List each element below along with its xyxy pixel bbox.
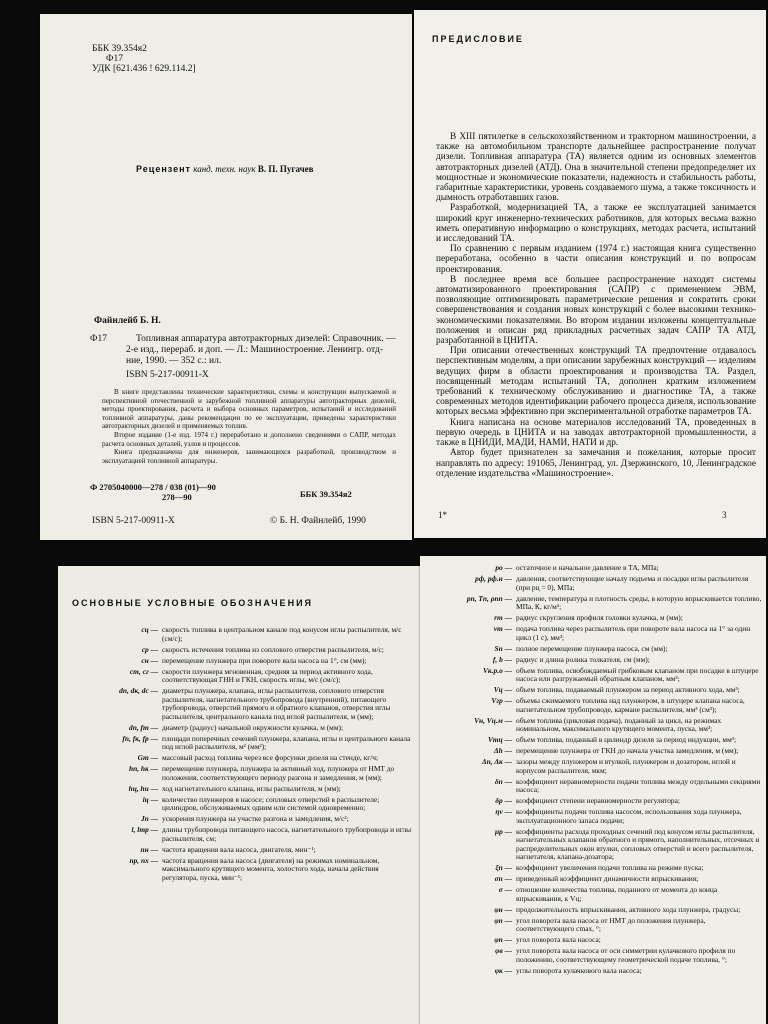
symbol-definition: перемещение плунжера при повороте вала насоса на 1°, см (мм);: [162, 655, 367, 665]
symbol-term: Δп, Δк —: [481, 757, 512, 766]
catalog-text: Топливная аппаратура автотракторных дизелей: Справочник. — 2-е изд., перераб. и доп. — Л.: Машиностроение. Ленингр. отд-ние, 1990. — 352 с.: ил.: [126, 334, 396, 366]
symbols-page-left: [58, 566, 420, 1024]
symbol-definition: продолжительность впрыскивания, активного хода плунжера, градусы;: [516, 904, 741, 914]
symbol-term: Vтц —: [487, 735, 512, 744]
symbol-row: [58, 754, 414, 763]
symbol-term: dп, dк, dс —: [119, 686, 158, 695]
symbol-row: [58, 857, 414, 883]
symbol-row: [420, 717, 762, 734]
symbol-definition: приведенный коэффициент динамичности впрыскивания;: [516, 874, 699, 883]
preface-paragraph: Автор будет признателен за замечания и пожелания, которые просит направлять по адресу: 191065, Ленинград, ул. Дзержинского, 10, Ленинградское отделение издательства «Машиностроение».: [436, 448, 756, 479]
signature-mark: 1*: [438, 510, 447, 520]
symbol-definition: коэффициент увеличения подачи топлива на режиме пуска;: [516, 863, 704, 872]
symbol-row: [58, 846, 414, 855]
symbol-row: [58, 826, 414, 843]
symbol-row: [420, 656, 762, 665]
bbk-code-bottom: ББК 39.354я2: [300, 489, 352, 499]
preface-page: [414, 10, 766, 538]
symbol-list: [420, 564, 762, 978]
reviewer-name: В. П. Пугачев: [257, 164, 314, 174]
preface-body: [436, 132, 756, 479]
symbol-row: [58, 668, 414, 685]
reviewer-label: Рецензент: [136, 164, 191, 174]
symbol-term: φп —: [494, 915, 512, 925]
symbol-term: σ —: [498, 885, 512, 894]
symbol-row: [420, 808, 762, 825]
symbol-term: hц, hи —: [128, 783, 158, 793]
publisher-code-sub: 278—90: [162, 492, 192, 502]
symbol-definition: радиус скругления профиля головки кулачка, м (мм);: [516, 613, 683, 622]
symbol-definition: коэффициенты подачи топлива насосом, использования хода плунжера, эксплуатационного запаса подачи;: [516, 807, 742, 825]
symbol-term: cт, cг —: [129, 666, 158, 676]
symbol-term: Vц —: [493, 685, 512, 694]
symbol-term: Gт —: [137, 753, 158, 762]
symbol-definition: частота вращения вала насоса, двигателя, мин⁻¹;: [162, 844, 316, 854]
symbol-term: φп —: [494, 935, 512, 944]
symbol-row: [420, 736, 762, 745]
symbol-definition: массовый расход топлива через все форсунки дизеля на стенде, кг/ч;: [162, 753, 379, 762]
symbol-definition: ускорения плунжера на участке разгона и замедления, м/с²;: [162, 814, 349, 823]
udk-code: УДК [621.436 ! 629.114.2]: [92, 64, 196, 74]
symbol-row: [420, 564, 762, 573]
symbol-row: [420, 625, 762, 642]
symbol-term: μр —: [494, 826, 512, 836]
symbol-definition: коэффициенты расхода проходных сечений под конусом иглы распылителя, нагнетательных клапанов обратного и прямого, наполнительных, отсечных и распределительных окон втулки, сопловых отверстий и всего распылителя, нагнетателя, клапана-дозатора;: [516, 826, 760, 861]
symbol-row: [420, 936, 762, 945]
symbol-term: σп —: [494, 874, 512, 883]
symbol-definition: остаточное и начальное давление в ТА, МПа;: [516, 563, 659, 572]
page-number: 3: [722, 510, 727, 520]
symbol-definition: количество плунжеров в насосе; сопловых отверстий в распылителе; цилиндров, обслуживаемых одним или системой одновременно;: [162, 794, 380, 812]
symbol-row: [420, 906, 762, 915]
symbol-row: [420, 886, 762, 903]
symbol-row: [420, 967, 762, 976]
index-code: Ф17: [106, 54, 124, 64]
symbol-definition: угол поворота вала насоса;: [516, 935, 601, 944]
symbol-row: [420, 645, 762, 654]
symbol-term: cн —: [141, 655, 158, 665]
symbol-definition: скорость топлива в центральном канале под конусом иглы распылителя, м/с (см/с);: [162, 625, 402, 643]
publisher-code-main: Ф 2705040000—278 / 038 (01)—90: [90, 482, 216, 492]
symbol-row: [420, 686, 762, 695]
symbol-row: [420, 575, 762, 592]
symbol-term: ξп —: [495, 863, 512, 872]
symbol-definition: коэффициент неравномерности подачи топлива между отдельными секциями насоса;: [516, 776, 761, 794]
symbol-row: [58, 815, 414, 824]
symbol-definition: полное перемещение плунжера насоса, см (мм);: [516, 643, 668, 653]
symbol-definition: углы поворота кулачкового вала насоса;: [516, 965, 642, 975]
symbol-row: [420, 864, 762, 873]
symbol-term: vт —: [493, 624, 512, 633]
symbol-row: [420, 947, 762, 964]
symbol-term: nр, nх —: [129, 855, 158, 865]
symbol-row: [58, 657, 414, 666]
symbol-list: [58, 626, 414, 885]
annotation-para: В книге представлены технические характеристики, схемы и конструкции выпускаемой и перспективной отечественной и зарубежной топливной аппаратуры автотракторных дизелей, методы проектирования, расчета и выбора основных параметров, испытаний и исследований топливной аппаратуры, даны рекомендации по ее эксплуатации, приведены характеристики автотракторных дизелей и применяемых топлив.: [102, 388, 396, 431]
symbol-definition: диаметр (радиус) начальной окружности кулачка, м (мм);: [162, 722, 344, 732]
symbol-term: hп, hк —: [128, 764, 158, 773]
preface-title: ПРЕДИСЛОВИЕ: [432, 34, 524, 44]
isbn-bottom: ISBN 5-217-00911-X: [92, 516, 175, 526]
symbol-term: Sп —: [494, 643, 512, 653]
symbol-definition: подача топлива через распылитель при повороте вала насоса на 1° за один цикл (1 с), мм³;: [516, 624, 751, 642]
symbols-title: ОСНОВНЫЕ УСЛОВНЫЕ ОБОЗНАЧЕНИЯ: [72, 598, 314, 608]
symbol-definition: объем топлива, поданный в цилиндр дизеля за период индукции, мм³;: [516, 735, 737, 744]
symbol-row: [420, 917, 762, 934]
symbol-row: [58, 724, 414, 733]
symbol-term: δп —: [494, 776, 512, 786]
symbol-term: δр —: [495, 796, 512, 805]
symbol-row: [420, 747, 762, 756]
library-codes: [92, 44, 196, 74]
symbol-term: l, lтр —: [131, 825, 158, 834]
annotation-para: Книга предназначена для инженеров, занимающихся разработкой, производством и эксплуатацией топливной аппаратуры.: [102, 448, 396, 465]
symbol-row: [58, 796, 414, 813]
copyright-line: © Б. Н. Файнлейб, 1990: [270, 516, 366, 526]
symbol-definition: площади поперечных сечений плунжера, клапана, иглы и центрального канала под иглой распылителя, м² (мм²);: [162, 733, 411, 751]
symbol-definition: отношение количества топлива, поданного от момента до конца впрыскивания, к Vц;: [516, 885, 718, 903]
symbol-term: φв —: [495, 946, 512, 955]
preface-paragraph: Разработкой, модернизацией ТА, а также ее эксплуатацией занимается широкий круг инженерно-технических работников, для которых весьма важно иметь оперативную информацию о конструкциях, методах расчета, испытаний и исследований ТА.: [436, 203, 756, 245]
symbol-row: [58, 626, 414, 643]
symbol-definition: скорости плунжера мгновенная, средняя за период активного хода, соответствующая ГНН и ГКН, скорость иглы, м/с (см/с);: [162, 666, 373, 684]
preface-paragraph: В последнее время все большее распространение находят системы автоматизированного проектирования (САПР) с применением ЭВМ, позволяющие оптимизировать параметрические решения и сократить сроки совершенствования и создания новых конструкций с более высокими технико-экономическими показателями. Во втором издании изложены концептуальные положения и описан ряд прикладных расчетных задач САПР ТА АТД, разработанной в ЦНИТА.: [436, 274, 756, 347]
preface-paragraph: В XIII пятилетке в сельскохозяйственном и тракторном машиностроении, а также на автомобильном транспорте дальнейшее распространение получат дизели. Топливная аппаратура (ТА) является одним из основных элементов автотракторных дизелей (АТД). Она в значительной степени предопределяет их мощностные и экономические показатели, надежность и стабильность работы, габаритные характеристики, уровень создаваемого шума, а также токсичность и дымность отработавших газов.: [436, 132, 756, 204]
catalog-number: Ф17: [90, 334, 108, 344]
symbol-definition: ход нагнетательного клапана, иглы распылителя, м (мм);: [162, 783, 341, 793]
symbol-row: [420, 595, 762, 612]
symbol-row: [420, 828, 762, 862]
symbol-row: [420, 778, 762, 795]
symbol-row: [58, 735, 414, 752]
preface-paragraph: При описании отечественных конструкций ТА предпочтение отдавалось перспективным моделям, а при описании зарубежных конструкций — изделиям ведущих фирм в области проектирования и производства ТА. Раздел, посвященный методам испытаний ТА, дополнен кратким изложением требований к техническому обслуживанию и диагностике ТА, а также современных методов идентификации рабочего процесса дизеля, использование которых весьма эффективно при экспериментальной отработке параметров ТА.: [436, 346, 756, 418]
symbol-term: dп, fт —: [129, 722, 158, 732]
symbol-row: [58, 765, 414, 782]
symbol-term: f, b —: [492, 654, 512, 664]
symbol-term: cр —: [141, 644, 158, 654]
publisher-codes: [90, 482, 216, 502]
preface-paragraph: По сравнению с первым изданием (1974 г.) настоящая книга существенно переработана, особенно в части описания конструкций и по вопросам проектирования.: [436, 244, 756, 275]
symbol-row: [58, 785, 414, 794]
symbol-row: [420, 667, 762, 684]
symbol-term: pф, pф.н —: [475, 574, 512, 583]
symbol-definition: частота вращения вала насоса (двигателя) на режимах номинальном, максимального крутящего момента, холостого хода, начала действия регулятора, пуска, мин⁻¹;: [162, 855, 380, 882]
symbol-term: φн —: [494, 904, 512, 914]
symbol-definition: коэффициент степени неравномерности регулятора;: [516, 796, 680, 805]
bbk-code: ББК 39.354я2: [92, 44, 147, 54]
symbol-row: [420, 875, 762, 884]
symbol-definition: угол поворота вала насоса от НМТ до положения плунжера, соответствующего cmax, °;: [516, 915, 706, 933]
symbol-definition: объем топлива, освобождаемый грибковым клапаном при посадке в штуцере насоса или разгружаемый обратным клапаном, мм³;: [516, 665, 759, 683]
symbol-definition: объем топлива (цикловая подача), поданный за цикл, на режимах номинальном, максимального крутящего момента, пуска, мм³;: [516, 715, 722, 733]
symbol-definition: скорость истечения топлива из соплового отверстия распылителя, м/с;: [162, 644, 384, 654]
annotation-para: Второе издание (1-е изд. 1974 г.) переработано и дополнено сведениями о САПР, методах расчета основных деталей, узлов и процессов.: [102, 430, 396, 448]
symbol-definition: перемещение плунжера от ГКН до начала участка замедления, м (мм);: [516, 746, 739, 755]
symbol-definition: объем топлива, подаваемый плунжером за период активного хода, мм³;: [516, 685, 740, 694]
symbol-term: Δh —: [494, 746, 512, 755]
symbol-row: [420, 797, 762, 806]
symbol-row: [58, 646, 414, 655]
symbol-row: [420, 697, 762, 714]
symbol-term: Vгр —: [491, 696, 512, 705]
symbol-row: [58, 687, 414, 721]
symbol-definition: угол поворота вала насоса от оси симметрии кулачкового профиля по положению, соответствующему геометрической подаче топлива, °;: [516, 946, 736, 964]
symbol-definition: радиус и длина ролика толкателя, см (мм);: [516, 654, 650, 664]
symbol-term: pо —: [495, 563, 512, 572]
symbol-row: [420, 758, 762, 775]
author-name: Файнлейб Б. Н.: [94, 316, 161, 326]
symbol-definition: давления, соответствующие началу подъема и посадки иглы распылителя (при pц = 0), МПа;: [516, 574, 749, 592]
symbol-term: fп, fк, fр —: [122, 733, 158, 743]
symbol-definition: давление, температура и плотность среды, в которую впрыскивается топливо, МПа, К, кг/м³;: [516, 593, 762, 611]
symbol-term: rт —: [494, 613, 512, 622]
symbols-page-right: [420, 556, 766, 1024]
symbol-definition: зазоры между плунжером и втулкой, плунжером и дозатором, иглой и корпусом распылителя, мкм;: [516, 757, 736, 775]
symbol-term: φк —: [494, 965, 512, 975]
title-verso-page: [40, 14, 412, 540]
annotation: [102, 388, 396, 465]
preface-paragraph: Книга написана на основе материалов исследований ТА, проведенных в первую очередь в ЦНИТА и на заводах автотракторной промышленности, а также в ЦНИДИ, МАДИ, НАМИ, НАТИ и др.: [436, 417, 756, 449]
reviewer-line: [136, 164, 314, 174]
symbol-term: pп, Tп, ρпп —: [466, 593, 512, 603]
symbol-term: nн —: [140, 844, 158, 854]
symbol-term: cц —: [141, 625, 158, 634]
symbol-term: ηv —: [495, 807, 512, 816]
symbol-definition: перемещение плунжера, плунжера за активный ход, плунжера от НМТ до положения, соответствующего периоду разгона и замедления, м (мм);: [162, 764, 395, 782]
symbol-row: [420, 614, 762, 623]
catalog-entry: [90, 334, 396, 367]
symbol-term: Jп —: [140, 814, 158, 823]
symbol-term: Vк.р.о —: [483, 665, 512, 675]
symbol-definition: диаметры плунжера, клапана, иглы распылителя, соплового отверстия распылителя, нагнетательного трубопровода (внутренний), питающего трубопровода, отверстий прямого и обратного клапанов, отверстия иглы распылителя, центрального канала под иглой распылителя, м (мм);: [162, 686, 391, 721]
symbol-definition: длины трубопровода питающего насоса, нагнетательного трубопровода и иглы распылителя, см;: [162, 825, 412, 843]
isbn-top: ISBN 5-217-00911-X: [126, 370, 209, 380]
symbol-term: Vн, Vц.м —: [474, 715, 512, 725]
symbol-definition: объемы сжимаемого топлива над плунжером, в штуцере клапана насоса, нагнетательном трубопроводе, кармане распылителя, мм³ (см³);: [516, 696, 745, 714]
reviewer-title: канд. техн. наук: [193, 164, 256, 174]
symbol-term: iц —: [142, 794, 158, 804]
